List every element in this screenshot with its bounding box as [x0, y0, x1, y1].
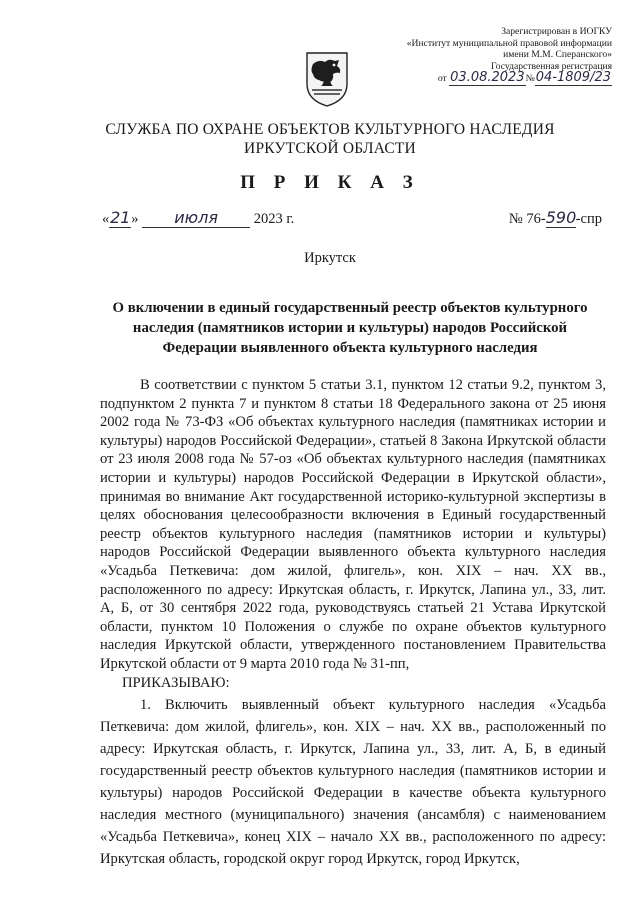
agency-name-line-1: СЛУЖБА ПО ОХРАНЕ ОБЪЕКТОВ КУЛЬТУРНОГО НАСЛЕДИЯ	[105, 121, 555, 138]
order-date-quote-open: «	[102, 211, 110, 227]
order-date	[102, 208, 294, 228]
document-subject: О включении в единый государственный реестр объектов культурного наследия (памятников истории и культуры) народов Российской Федерации выявленного объекта культурного наследия	[112, 300, 588, 356]
document-city: Иркутск	[304, 250, 356, 266]
registration-number: 04-1809/23	[535, 70, 611, 86]
order-number-value: 590	[545, 208, 577, 227]
registration-line-2: «Институт муниципальной правовой информации	[406, 37, 612, 49]
order-number	[509, 208, 602, 228]
order-number-prefix: № 76-	[508, 211, 546, 227]
order-item-1: 1. Включить выявленный объект культурного наследия «Усадьба Петкевича: дом жилой, флигель», кон. XIX – нач. XX вв., расположенный по адресу: Иркутская область, г. Иркутск, Лапина ул., 33, лит. А, Б, в единый государственный реестр объектов культурного наследия (памятников истории и культуры) народов Российской Федерации в качестве объекта культурного наследия местного (муниципального) значения (ансамбля) с наименованием «Усадьба Петкевича», конец XIX – начало XX вв., расположенного по адресу: Иркутская область, городской округ город Иркутск, город Иркутск,	[100, 697, 606, 868]
preamble-paragraph: В соответствии с пунктом 5 статьи 3.1, пунктом 12 статьи 9.2, пунктом 3, подпунктом 2 пункта 7 и пунктом 8 статьи 18 Федерального закона от 25 июня 2002 года № 73-ФЗ «Об объектах культурного наследия (памятниках истории и культуры) народов Российской Федерации», статьей 8 Закона Иркутской области от 23 июля 2008 года № 57-оз «Об объектах культурного наследия (памятниках истории и культуры) народов Российской Федерации в Иркутской области», принимая во внимание Акт государственной историко-культурной экспертизы в целях обоснования целесообразности включения в Единый государственный реестр объектов культурного наследия (памятников истории и культуры) народов Российской Федерации выявленного объекта культурного наследия «Усадьба Петкевича: дом жилой, флигель», кон. XIX – нач. XX вв., расположенного по адресу: Иркутская область, г. Иркутск, Лапина ул., 33, лит. А, Б, от 30 сентября 2022 года, руководствуясь статьей 21 Устава Иркутской области, пунктом 10 Положения о службе по охране объектов культурного наследия Иркутской области, утвержденного постановлением Правительства Иркутской области от 9 марта 2010 года № 31-пп,	[100, 377, 606, 672]
agency-name-line-2: ИРКУТСКОЙ ОБЛАСТИ	[244, 140, 416, 157]
irkutsk-coat-of-arms-icon	[303, 50, 351, 108]
registration-date-prefix: от	[437, 73, 447, 85]
registration-date-line	[352, 72, 612, 85]
registration-number-prefix: №	[525, 73, 535, 85]
document-body	[100, 376, 606, 870]
order-date-month: июля	[142, 208, 250, 228]
order-date-day: 21	[110, 208, 131, 227]
registration-line-4: Государственная регистрация	[491, 60, 612, 72]
orders-word: ПРИКАЗЫВАЮ:	[122, 674, 230, 691]
document-type-heading: П Р И К А З	[240, 172, 420, 193]
order-date-year: 2023 г.	[253, 211, 295, 227]
order-date-quote-close: »	[131, 211, 139, 227]
registration-line-1: Зарегистрирован в ИОГКУ	[501, 26, 612, 37]
registration-date: 03.08.2023	[450, 70, 525, 86]
registration-line-3: имени М.М. Сперанского»	[503, 49, 612, 61]
order-number-suffix: -спр	[575, 211, 602, 227]
agency-name	[60, 120, 600, 158]
registration-stamp	[352, 26, 612, 85]
